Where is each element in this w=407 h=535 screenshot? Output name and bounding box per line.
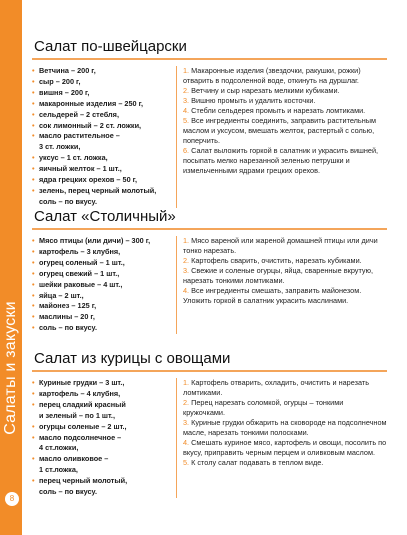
ingredient-item: • шейки раковые – 4 шт., — [32, 279, 123, 289]
steps-list — [183, 236, 387, 334]
step-item: 4. Все ингредиенты смешать, заправить майонезом. Уложить горкой в салатник украсить маслинами. — [183, 286, 362, 305]
step-item: 5. К столу салат подавать в теплом виде. — [183, 458, 324, 467]
ingredient-item: • вишня – 200 г, — [32, 87, 90, 97]
ingredient-item: • сыр – 200 г, — [32, 76, 81, 86]
ingredient-item: • огурец соленый – 1 шт., — [32, 257, 125, 267]
step-item: 4. Стебли сельдерея промыть и нарезать ломтиками. — [183, 106, 366, 115]
ingredient-item: 4 ст.ложки, — [39, 443, 79, 453]
step-item: 2. Ветчину и сыр нарезать мелкими кубиками. — [183, 86, 340, 95]
ingredient-item: • перец черный молотый, — [32, 476, 128, 486]
step-item: 3. Вишню промыть и удалить косточки. — [183, 96, 316, 105]
step-item: 1. Картофель отварить, охладить, очистить и нарезать ломтиками. — [183, 378, 370, 397]
step-item: 4. Смешать куриное мясо, картофель и овощи, посолить по вкусу, приправить черным перцем и оливковым маслом. — [183, 438, 387, 457]
ingredient-item: соль – по вкусу. — [39, 196, 97, 206]
ingredient-item: • яйца – 2 шт., — [32, 290, 84, 300]
step-item: 6. Салат выложить горкой в салатник и украсить вишней, посыпать мелко нарезанной зеленью петрушки и измельченными ядрами грецких орехов. — [183, 146, 379, 175]
column-divider — [176, 236, 177, 334]
ingredient-item: • масло растительное – — [32, 131, 120, 141]
ingredient-item: • сок лимонный – 2 ст. ложки, — [32, 120, 142, 130]
ingredient-item: • масло оливковое – — [32, 454, 109, 464]
step-item: 1. Макаронные изделия (звездочки, ракушки, рожки) отварить в подсоленной воде, откинуть на дуршлаг. — [183, 66, 361, 85]
step-item: 2. Перец нарезать соломкой, огурцы – тонкими кружочками. — [183, 398, 344, 417]
ingredient-item: 1 ст.ложка, — [39, 465, 78, 475]
ingredient-item: • соль – по вкусу. — [32, 323, 97, 333]
ingredient-item: • Ветчина – 200 г, — [32, 66, 96, 75]
column-divider — [176, 378, 177, 498]
ingredient-item: • яичный желток – 1 шт., — [32, 164, 122, 174]
ingredient-item: соль – по вкусу. — [39, 487, 97, 497]
ingredient-item: • сельдерей – 2 стебля, — [32, 109, 119, 119]
chapter-title: Салаты и закуски — [2, 300, 20, 435]
ingredient-item: • Куриные грудки – 3 шт., — [32, 378, 125, 387]
ingredients-list — [32, 66, 168, 208]
ingredient-item: • макаронные изделия – 250 г, — [32, 98, 144, 108]
ingredient-item: • перец сладкий красный — [32, 399, 126, 409]
ingredient-item: • маслины – 20 г, — [32, 312, 95, 322]
ingredient-item: • огурец свежий – 1 шт., — [32, 268, 120, 278]
step-item: 2. Картофель сварить, очистить, нарезать кубиками. — [183, 256, 362, 265]
recipe-chicken-veg-salad — [32, 348, 387, 498]
ingredient-item: • огурцы соленые – 2 шт., — [32, 421, 127, 431]
step-item: 5. Все ингредиенты соединить, заправить растительным маслом и уксусом, вмешать желток, растертый с солью, поперчить. — [183, 116, 377, 145]
ingredient-item: • картофель – 4 клубня, — [32, 388, 121, 398]
ingredient-item: • уксус – 1 ст. ложка, — [32, 153, 108, 163]
ingredient-item: • майонез – 125 г, — [32, 301, 97, 311]
steps-list — [183, 378, 387, 498]
step-item: 1. Мясо вареной или жареной домашней птицы или дичи тонко нарезать. — [183, 236, 378, 255]
recipe-stolichny-salad — [32, 206, 387, 334]
recipe-title: Салат из курицы с овощами — [32, 348, 387, 370]
recipe-swiss-salad — [32, 36, 387, 208]
column-divider — [176, 66, 177, 208]
ingredients-list — [32, 236, 168, 334]
ingredient-item: 3 ст. ложки, — [39, 142, 81, 152]
ingredients-list — [32, 378, 168, 498]
ingredient-item: • картофель – 3 клубня, — [32, 246, 121, 256]
recipe-title: Салат по-швейцарски — [32, 36, 387, 58]
ingredient-item: • зелень, перец черный молотый, — [32, 185, 157, 195]
step-item: 3. Куриные грудки обжарить на сковороде на подсолнечном масле, нарезать тонкими полосками. — [183, 418, 387, 437]
page-number: 8 — [5, 492, 19, 506]
ingredient-item: • масло подсолнечное – — [32, 432, 122, 442]
ingredient-item: и зеленый – по 1 шт., — [39, 410, 115, 420]
recipe-title: Салат «Столичный» — [32, 206, 387, 228]
ingredient-item: • ядра грецких орехов – 50 г, — [32, 175, 138, 185]
steps-list — [183, 66, 387, 208]
side-title — [2, 230, 20, 505]
ingredient-item: • Мясо птицы (или дичи) – 300 г, — [32, 236, 151, 245]
step-item: 3. Свежие и соленые огурцы, яйца, сваренные вкрутую, нарезать тонкими ломтиками. — [183, 266, 374, 285]
